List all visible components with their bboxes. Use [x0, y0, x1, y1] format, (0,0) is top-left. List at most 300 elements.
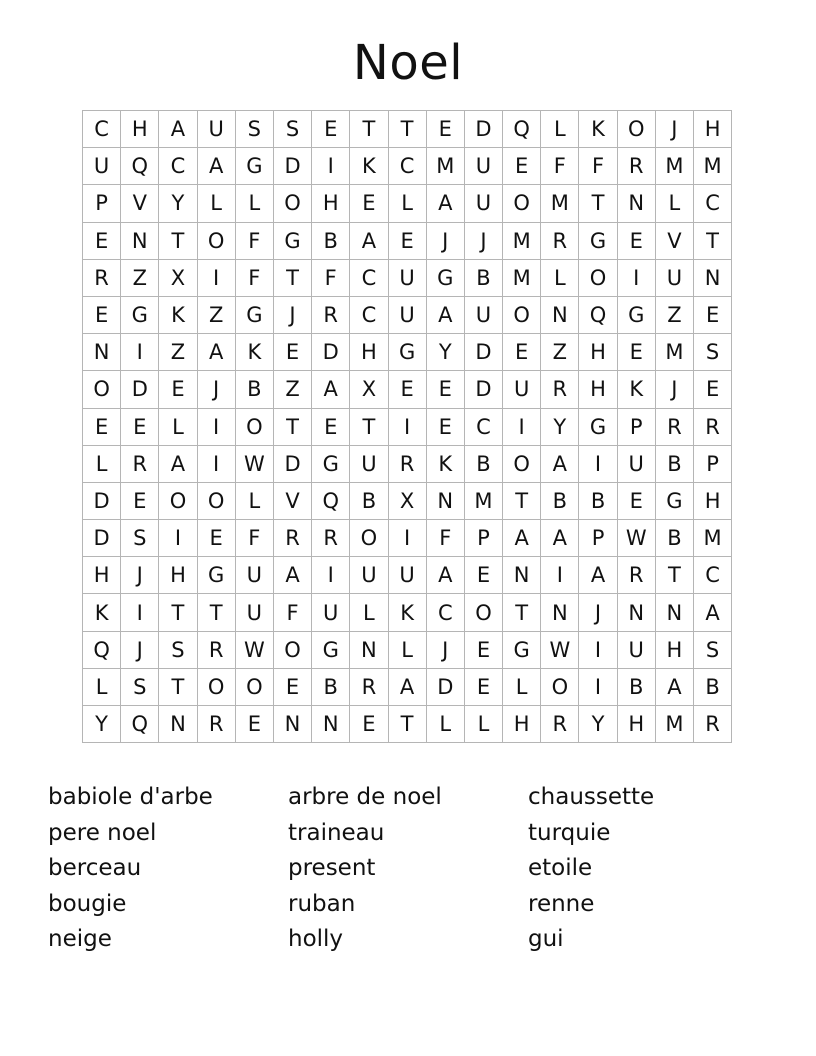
- grid-cell: O: [159, 482, 197, 519]
- grid-cell: O: [464, 594, 502, 631]
- grid-cell: E: [83, 408, 121, 445]
- grid-cell: O: [503, 445, 541, 482]
- grid-row: [83, 111, 732, 148]
- grid-cell: D: [426, 668, 464, 705]
- grid-row: [83, 296, 732, 333]
- grid-cell: O: [541, 668, 579, 705]
- word-list-item: arbre de noel: [288, 784, 442, 810]
- grid-cell: Q: [579, 296, 617, 333]
- grid-cell: F: [273, 594, 311, 631]
- word-list-item: neige: [48, 926, 112, 952]
- grid-cell: G: [235, 148, 273, 185]
- grid-cell: U: [83, 148, 121, 185]
- letter-grid: [82, 110, 732, 743]
- grid-cell: O: [83, 371, 121, 408]
- grid-cell: T: [350, 408, 388, 445]
- grid-cell: G: [312, 445, 350, 482]
- grid-cell: W: [541, 631, 579, 668]
- grid-cell: M: [426, 148, 464, 185]
- grid-cell: H: [159, 557, 197, 594]
- grid-cell: Q: [83, 631, 121, 668]
- word-list-item: traineau: [288, 819, 385, 846]
- word-column: [528, 780, 768, 958]
- grid-cell: F: [312, 259, 350, 296]
- grid-cell: K: [159, 296, 197, 333]
- grid-cell: T: [388, 706, 426, 743]
- grid-cell: Y: [426, 334, 464, 371]
- grid-cell: R: [197, 706, 235, 743]
- grid-cell: B: [694, 668, 732, 705]
- grid-cell: A: [159, 445, 197, 482]
- grid-cell: E: [388, 222, 426, 259]
- grid-cell: A: [312, 371, 350, 408]
- grid-cell: O: [197, 222, 235, 259]
- word-column: [288, 780, 528, 958]
- grid-cell: Q: [503, 111, 541, 148]
- grid-cell: X: [159, 259, 197, 296]
- grid-cell: U: [464, 296, 502, 333]
- grid-cell: Z: [273, 371, 311, 408]
- grid-cell: C: [350, 259, 388, 296]
- grid-cell: O: [273, 185, 311, 222]
- grid-row: [83, 259, 732, 296]
- grid-cell: M: [655, 148, 693, 185]
- grid-cell: I: [503, 408, 541, 445]
- grid-cell: Z: [197, 296, 235, 333]
- grid-cell: Y: [579, 706, 617, 743]
- grid-cell: I: [579, 445, 617, 482]
- grid-cell: G: [388, 334, 426, 371]
- word-list-item: turquie: [528, 819, 611, 846]
- word-list-item: holly: [288, 926, 344, 952]
- grid-cell: B: [312, 222, 350, 259]
- grid-cell: A: [541, 520, 579, 557]
- grid-cell: E: [617, 222, 655, 259]
- grid-cell: R: [312, 296, 350, 333]
- grid-cell: C: [159, 148, 197, 185]
- grid-cell: T: [197, 594, 235, 631]
- grid-cell: U: [617, 445, 655, 482]
- grid-cell: F: [235, 222, 273, 259]
- grid-row: [83, 148, 732, 185]
- grid-cell: E: [426, 408, 464, 445]
- grid-row: [83, 334, 732, 371]
- grid-cell: Z: [121, 259, 159, 296]
- grid-cell: H: [579, 334, 617, 371]
- grid-cell: E: [426, 111, 464, 148]
- grid-cell: F: [579, 148, 617, 185]
- grid-cell: A: [694, 594, 732, 631]
- grid-cell: O: [503, 296, 541, 333]
- grid-cell: A: [541, 445, 579, 482]
- grid-cell: K: [579, 111, 617, 148]
- grid-cell: A: [273, 557, 311, 594]
- grid-cell: T: [579, 185, 617, 222]
- grid-row: [83, 594, 732, 631]
- grid-cell: L: [464, 706, 502, 743]
- grid-cell: S: [235, 111, 273, 148]
- grid-cell: N: [159, 706, 197, 743]
- grid-cell: U: [235, 594, 273, 631]
- grid-cell: E: [83, 296, 121, 333]
- grid-cell: E: [426, 371, 464, 408]
- grid-cell: K: [426, 445, 464, 482]
- grid-cell: C: [464, 408, 502, 445]
- grid-cell: M: [464, 482, 502, 519]
- grid-cell: A: [197, 148, 235, 185]
- grid-cell: B: [464, 259, 502, 296]
- grid-cell: J: [655, 371, 693, 408]
- grid-cell: B: [617, 668, 655, 705]
- grid-cell: G: [426, 259, 464, 296]
- grid-cell: Z: [655, 296, 693, 333]
- grid-cell: T: [350, 111, 388, 148]
- grid-cell: I: [388, 520, 426, 557]
- grid-cell: T: [655, 557, 693, 594]
- grid-cell: T: [503, 594, 541, 631]
- grid-cell: F: [235, 259, 273, 296]
- grid-cell: M: [655, 334, 693, 371]
- grid-row: [83, 445, 732, 482]
- grid-cell: L: [388, 631, 426, 668]
- grid-cell: H: [655, 631, 693, 668]
- grid-cell: K: [235, 334, 273, 371]
- grid-cell: B: [655, 445, 693, 482]
- grid-cell: R: [541, 371, 579, 408]
- puzzle-title: Noel: [352, 35, 464, 91]
- grid-cell: B: [655, 520, 693, 557]
- grid-cell: H: [503, 706, 541, 743]
- grid-cell: I: [197, 408, 235, 445]
- grid-cell: U: [388, 259, 426, 296]
- grid-cell: O: [235, 668, 273, 705]
- grid-cell: B: [579, 482, 617, 519]
- grid-cell: R: [121, 445, 159, 482]
- grid-cell: T: [273, 408, 311, 445]
- grid-cell: E: [464, 557, 502, 594]
- grid-row: [83, 520, 732, 557]
- grid-cell: A: [197, 334, 235, 371]
- grid-cell: A: [503, 520, 541, 557]
- grid-cell: L: [83, 445, 121, 482]
- word-column: [48, 780, 288, 958]
- word-list-item: ruban: [288, 890, 356, 917]
- grid-cell: D: [464, 334, 502, 371]
- grid-cell: T: [694, 222, 732, 259]
- grid-cell: B: [464, 445, 502, 482]
- grid-cell: I: [579, 631, 617, 668]
- grid-cell: L: [197, 185, 235, 222]
- grid-cell: I: [312, 148, 350, 185]
- grid-cell: N: [541, 296, 579, 333]
- grid-row: [83, 185, 732, 222]
- grid-cell: K: [617, 371, 655, 408]
- grid-cell: S: [121, 520, 159, 557]
- grid-cell: E: [694, 371, 732, 408]
- grid-cell: U: [464, 148, 502, 185]
- word-list-item: present: [288, 855, 376, 881]
- grid-cell: J: [197, 371, 235, 408]
- grid-cell: W: [235, 445, 273, 482]
- grid-cell: H: [312, 185, 350, 222]
- grid-cell: T: [273, 259, 311, 296]
- grid-cell: L: [655, 185, 693, 222]
- grid-cell: G: [197, 557, 235, 594]
- grid-cell: E: [617, 482, 655, 519]
- grid-cell: I: [197, 445, 235, 482]
- grid-cell: F: [541, 148, 579, 185]
- grid-row: [83, 557, 732, 594]
- grid-cell: I: [159, 520, 197, 557]
- grid-cell: F: [235, 520, 273, 557]
- grid-cell: J: [121, 557, 159, 594]
- grid-cell: N: [617, 185, 655, 222]
- grid-cell: R: [694, 408, 732, 445]
- word-list-item: babiole d'arbe: [48, 784, 213, 810]
- grid-cell: I: [388, 408, 426, 445]
- grid-cell: P: [694, 445, 732, 482]
- grid-cell: N: [541, 594, 579, 631]
- grid-cell: B: [235, 371, 273, 408]
- grid-cell: F: [426, 520, 464, 557]
- grid-cell: X: [350, 371, 388, 408]
- grid-cell: A: [426, 185, 464, 222]
- grid-cell: V: [273, 482, 311, 519]
- grid-cell: A: [350, 222, 388, 259]
- grid-cell: I: [121, 334, 159, 371]
- grid-cell: J: [121, 631, 159, 668]
- grid-cell: D: [83, 482, 121, 519]
- grid-cell: R: [273, 520, 311, 557]
- grid-cell: P: [617, 408, 655, 445]
- grid-cell: E: [350, 185, 388, 222]
- grid-row: [83, 371, 732, 408]
- grid-cell: P: [464, 520, 502, 557]
- grid-cell: U: [464, 185, 502, 222]
- grid-cell: D: [273, 148, 311, 185]
- grid-cell: R: [541, 222, 579, 259]
- grid-cell: O: [273, 631, 311, 668]
- grid-cell: J: [426, 631, 464, 668]
- grid-cell: H: [83, 557, 121, 594]
- grid-cell: Z: [541, 334, 579, 371]
- grid-cell: Y: [83, 706, 121, 743]
- grid-cell: D: [464, 371, 502, 408]
- grid-cell: T: [503, 482, 541, 519]
- grid-cell: U: [235, 557, 273, 594]
- grid-cell: U: [617, 631, 655, 668]
- grid-cell: M: [503, 222, 541, 259]
- grid-cell: R: [83, 259, 121, 296]
- grid-cell: J: [464, 222, 502, 259]
- grid-cell: S: [694, 334, 732, 371]
- grid-cell: N: [350, 631, 388, 668]
- grid-cell: P: [83, 185, 121, 222]
- grid-cell: G: [273, 222, 311, 259]
- grid-cell: M: [503, 259, 541, 296]
- grid-cell: M: [694, 148, 732, 185]
- grid-cell: C: [694, 185, 732, 222]
- grid-cell: L: [503, 668, 541, 705]
- grid-cell: D: [464, 111, 502, 148]
- grid-cell: E: [464, 631, 502, 668]
- grid-cell: H: [694, 482, 732, 519]
- grid-cell: T: [388, 111, 426, 148]
- grid-cell: W: [617, 520, 655, 557]
- grid-cell: C: [350, 296, 388, 333]
- grid-cell: I: [617, 259, 655, 296]
- grid-cell: D: [83, 520, 121, 557]
- grid-row: [83, 706, 732, 743]
- grid-cell: R: [541, 706, 579, 743]
- grid-cell: A: [388, 668, 426, 705]
- grid-row: [83, 482, 732, 519]
- grid-cell: L: [235, 185, 273, 222]
- grid-cell: C: [388, 148, 426, 185]
- grid-cell: H: [121, 111, 159, 148]
- grid-cell: M: [694, 520, 732, 557]
- grid-cell: B: [541, 482, 579, 519]
- grid-cell: I: [541, 557, 579, 594]
- grid-cell: H: [579, 371, 617, 408]
- grid-cell: H: [350, 334, 388, 371]
- grid-cell: L: [350, 594, 388, 631]
- grid-cell: K: [388, 594, 426, 631]
- grid-cell: L: [83, 668, 121, 705]
- grid-cell: A: [579, 557, 617, 594]
- grid-cell: E: [388, 371, 426, 408]
- grid-cell: L: [388, 185, 426, 222]
- grid-cell: N: [617, 594, 655, 631]
- grid-cell: E: [503, 148, 541, 185]
- grid-cell: L: [159, 408, 197, 445]
- grid-cell: E: [235, 706, 273, 743]
- word-list-item: berceau: [48, 855, 142, 881]
- grid-cell: C: [694, 557, 732, 594]
- grid-cell: L: [235, 482, 273, 519]
- word-list-item: gui: [528, 926, 564, 952]
- grid-cell: J: [579, 594, 617, 631]
- grid-cell: E: [350, 706, 388, 743]
- grid-cell: U: [197, 111, 235, 148]
- grid-cell: I: [312, 557, 350, 594]
- grid-cell: N: [121, 222, 159, 259]
- grid-cell: M: [655, 706, 693, 743]
- grid-cell: E: [121, 408, 159, 445]
- word-list-item: etoile: [528, 855, 593, 881]
- grid-cell: Q: [121, 148, 159, 185]
- grid-cell: G: [579, 222, 617, 259]
- grid-cell: J: [426, 222, 464, 259]
- grid-cell: S: [694, 631, 732, 668]
- grid-cell: G: [655, 482, 693, 519]
- grid-cell: U: [655, 259, 693, 296]
- grid-cell: E: [121, 482, 159, 519]
- grid-cell: A: [159, 111, 197, 148]
- grid-cell: Q: [121, 706, 159, 743]
- grid-cell: Y: [159, 185, 197, 222]
- grid-cell: H: [694, 111, 732, 148]
- grid-cell: D: [312, 334, 350, 371]
- grid-cell: R: [388, 445, 426, 482]
- grid-cell: C: [426, 594, 464, 631]
- grid-cell: W: [235, 631, 273, 668]
- grid-cell: A: [655, 668, 693, 705]
- grid-cell: G: [121, 296, 159, 333]
- grid-cell: M: [541, 185, 579, 222]
- grid-cell: R: [617, 557, 655, 594]
- grid-cell: C: [83, 111, 121, 148]
- grid-cell: B: [312, 668, 350, 705]
- grid-cell: O: [350, 520, 388, 557]
- word-list-item: renne: [528, 890, 595, 917]
- grid-cell: E: [503, 334, 541, 371]
- grid-cell: I: [197, 259, 235, 296]
- grid-cell: T: [159, 594, 197, 631]
- grid-cell: U: [350, 445, 388, 482]
- grid-cell: T: [159, 668, 197, 705]
- grid-cell: N: [503, 557, 541, 594]
- grid-cell: N: [426, 482, 464, 519]
- grid-cell: S: [273, 111, 311, 148]
- grid-cell: O: [579, 259, 617, 296]
- grid-cell: U: [503, 371, 541, 408]
- grid-cell: G: [312, 631, 350, 668]
- grid-cell: I: [121, 594, 159, 631]
- grid-cell: E: [312, 111, 350, 148]
- grid-cell: E: [617, 334, 655, 371]
- grid-cell: R: [694, 706, 732, 743]
- grid-cell: E: [273, 334, 311, 371]
- word-list-item: pere noel: [48, 819, 157, 846]
- grid-cell: Q: [312, 482, 350, 519]
- grid-cell: N: [312, 706, 350, 743]
- grid-cell: T: [159, 222, 197, 259]
- grid-cell: G: [503, 631, 541, 668]
- grid-cell: N: [83, 334, 121, 371]
- grid-cell: R: [312, 520, 350, 557]
- grid-cell: S: [121, 668, 159, 705]
- grid-cell: O: [197, 668, 235, 705]
- grid-cell: E: [83, 222, 121, 259]
- grid-cell: H: [617, 706, 655, 743]
- grid-cell: E: [464, 668, 502, 705]
- grid-cell: O: [617, 111, 655, 148]
- grid-cell: E: [312, 408, 350, 445]
- grid-row: [83, 668, 732, 705]
- grid-cell: L: [426, 706, 464, 743]
- grid-cell: D: [121, 371, 159, 408]
- grid-cell: O: [197, 482, 235, 519]
- grid-row: [83, 631, 732, 668]
- grid-row: [83, 408, 732, 445]
- grid-cell: K: [350, 148, 388, 185]
- grid-cell: E: [159, 371, 197, 408]
- grid-cell: E: [273, 668, 311, 705]
- word-list-item: chaussette: [528, 784, 655, 810]
- grid-cell: X: [388, 482, 426, 519]
- grid-cell: R: [197, 631, 235, 668]
- grid-cell: R: [350, 668, 388, 705]
- grid-cell: N: [273, 706, 311, 743]
- grid-cell: G: [579, 408, 617, 445]
- grid-cell: O: [503, 185, 541, 222]
- grid-cell: L: [541, 259, 579, 296]
- grid-cell: G: [235, 296, 273, 333]
- grid-cell: N: [694, 259, 732, 296]
- grid-cell: R: [617, 148, 655, 185]
- grid-cell: E: [197, 520, 235, 557]
